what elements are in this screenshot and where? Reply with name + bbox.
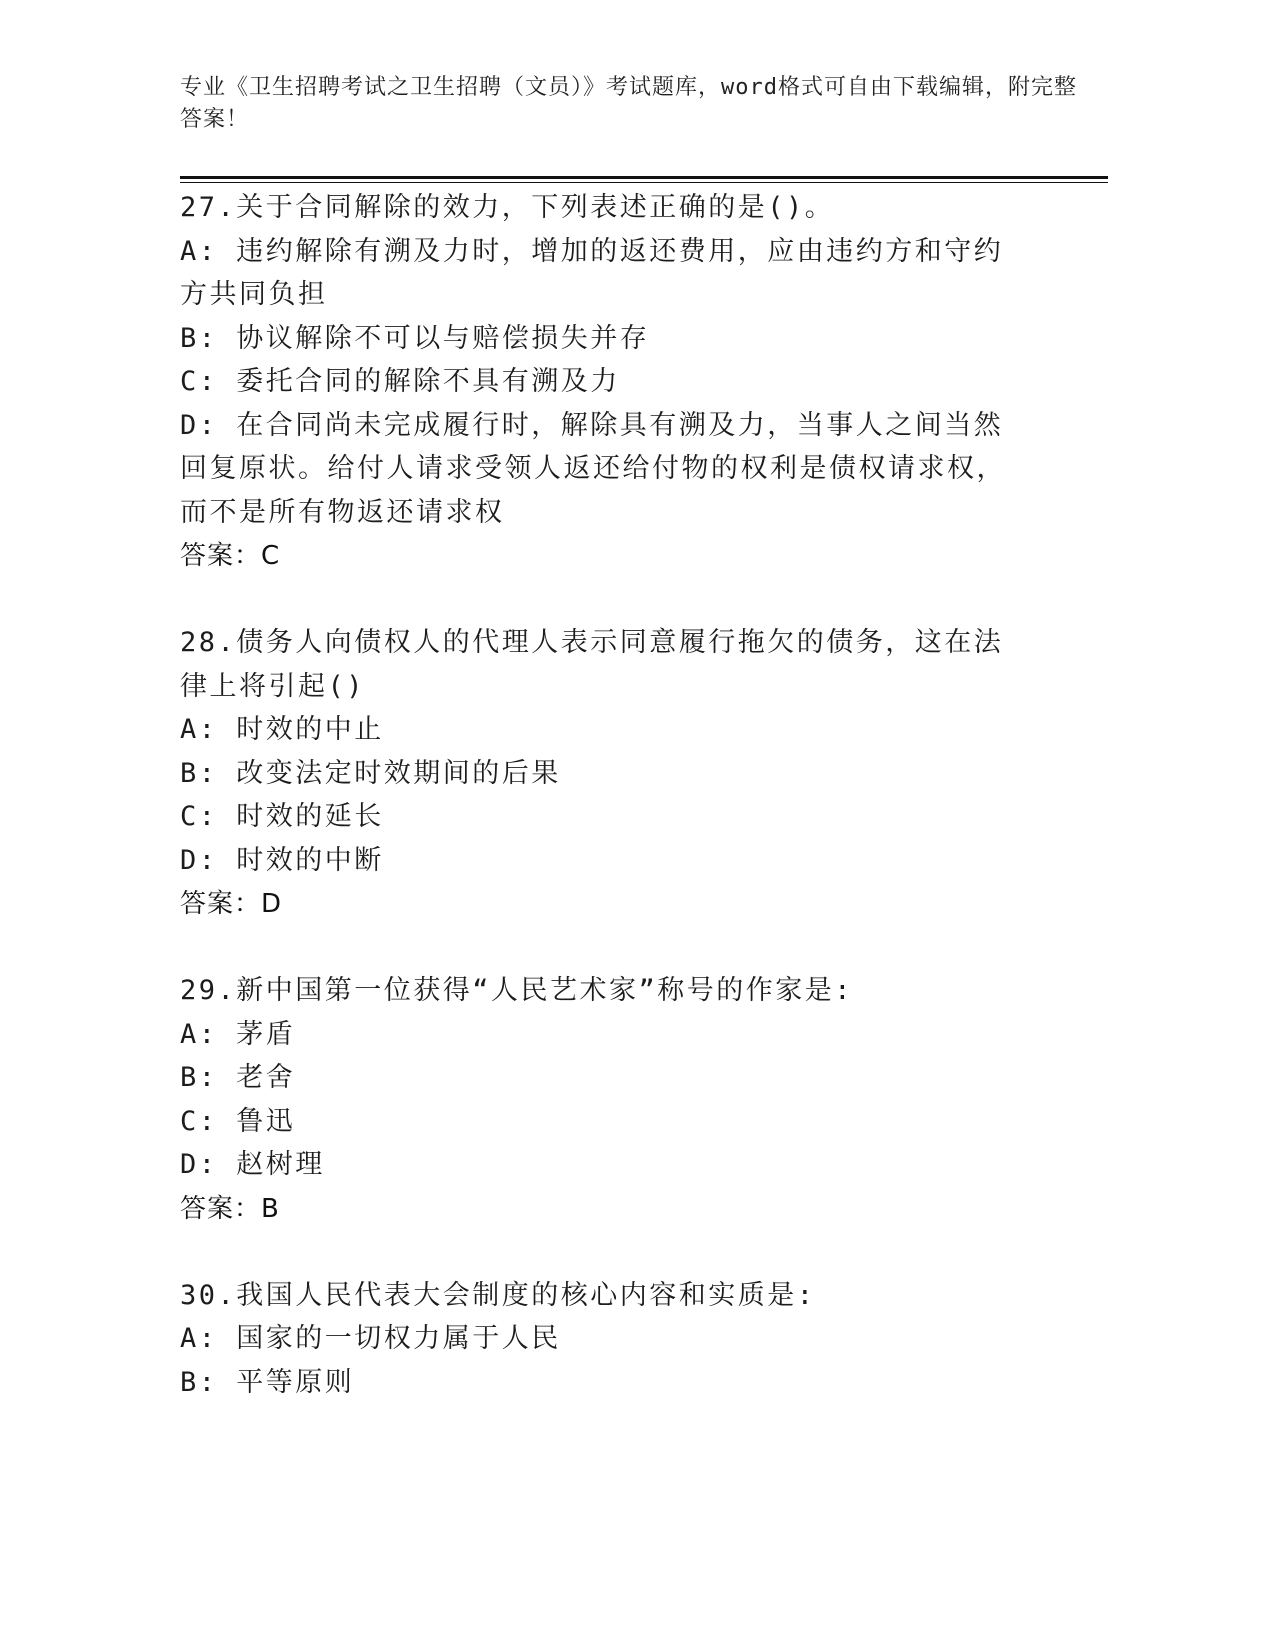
option-a: A: 时效的中止 bbox=[180, 714, 384, 745]
header-divider-thick bbox=[180, 176, 1108, 179]
question-30 bbox=[180, 1274, 1030, 1405]
option-a: A: 违约解除有溯及力时，增加的返还费用，应由违约方和守约方共同负担 bbox=[180, 235, 1004, 310]
header-divider-thin bbox=[180, 182, 1108, 183]
option-b: B: 平等原则 bbox=[180, 1366, 355, 1398]
option-b: B: 协议解除不可以与赔偿损失并存 bbox=[180, 322, 650, 354]
option-b: B: 老舍 bbox=[180, 1062, 296, 1093]
option-c: C: 时效的延长 bbox=[180, 801, 384, 832]
question-stem: 29.新中国第一位获得“人民艺术家”称号的作家是: bbox=[180, 975, 854, 1006]
option-b: B: 改变法定时效期间的后果 bbox=[180, 757, 561, 789]
option-a: A: 茅盾 bbox=[180, 1018, 296, 1050]
question-stem: 30.我国人民代表大会制度的核心内容和实质是: bbox=[180, 1279, 816, 1311]
option-d: D: 时效的中断 bbox=[180, 844, 384, 876]
question-list bbox=[180, 186, 1030, 1447]
option-d: D: 赵树理 bbox=[180, 1149, 325, 1180]
question-28 bbox=[180, 621, 1030, 926]
answer-line: 答案：C bbox=[180, 541, 281, 571]
question-29 bbox=[180, 969, 1030, 1231]
question-stem: 28.债务人向债权人的代理人表示同意履行拖欠的债务，这在法律上将引起() bbox=[180, 627, 1004, 702]
document-header: 专业《卫生招聘考试之卫生招聘（文员）》考试题库，word格式可自由下载编辑，附完整答案！ bbox=[180, 75, 1077, 132]
answer-line: 答案：B bbox=[180, 1193, 280, 1224]
option-c: C: 鲁迅 bbox=[180, 1105, 296, 1137]
question-stem: 27.关于合同解除的效力，下列表述正确的是()。 bbox=[180, 192, 835, 223]
question-27 bbox=[180, 186, 1030, 578]
option-a: A: 国家的一切权力属于人民 bbox=[180, 1323, 561, 1354]
option-c: C: 委托合同的解除不具有溯及力 bbox=[180, 366, 620, 397]
answer-line: 答案：D bbox=[180, 889, 283, 919]
option-d: D: 在合同尚未完成履行时，解除具有溯及力，当事人之间当然回复原状。给付人请求受领人返还给付物的权利是债权请求权，而不是所有物返还请求权 bbox=[180, 409, 1006, 528]
